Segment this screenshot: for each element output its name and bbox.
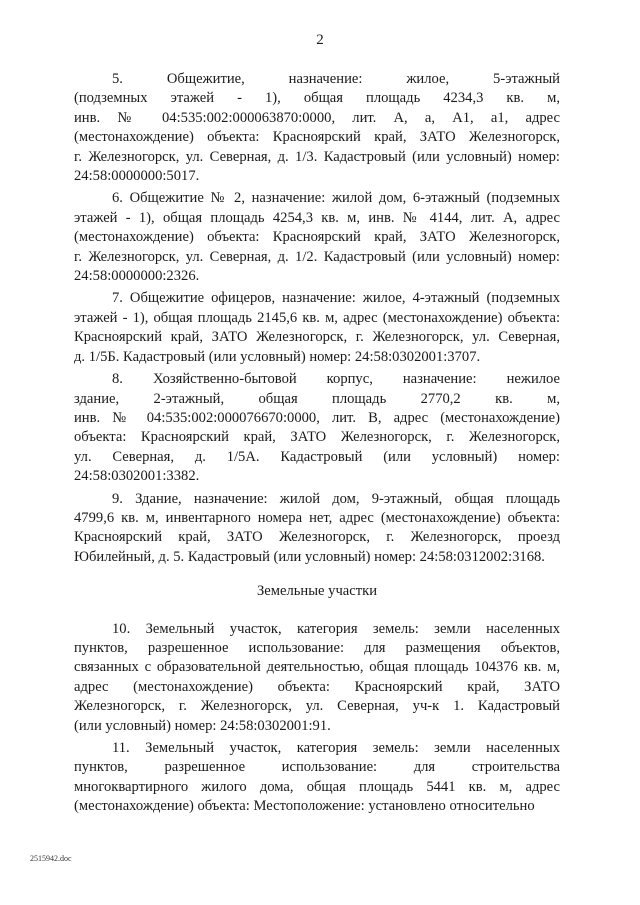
paragraph-line: пунктов, разрешенное использование: для размещения объектов, xyxy=(74,639,560,656)
paragraph-line: (или условный) номер: 24:58:0302001:91. xyxy=(74,717,331,734)
paragraph-line: 4799,6 кв. м, инвентарного номера нет, адрес (местонахождение) объекта: xyxy=(74,509,560,526)
paragraphs-top xyxy=(74,70,560,567)
paragraph-line: 10. Земельный участок, категория земель: земли населенных xyxy=(112,620,560,637)
paragraph xyxy=(74,370,560,486)
paragraph-line: этажей - 1), общая площадь 2145,6 кв. м, адрес (местонахождение) объекта: xyxy=(74,309,560,326)
paragraph-line: Железногорск, г. Железногорск, ул. Северная, уч-к 1. Кадастровый xyxy=(74,698,560,715)
paragraph xyxy=(74,70,560,186)
paragraph-line: 24:58:0000000:5017. xyxy=(74,168,200,185)
paragraph-line: инв. № 04:535:002:000076670:0000, лит. В, адрес (местонахождение) xyxy=(74,409,560,426)
paragraph-line: адрес (местонахождение) объекта: Красноярский край, ЗАТО xyxy=(74,678,560,695)
paragraph xyxy=(74,739,560,817)
page-number: 2 xyxy=(316,32,324,48)
paragraph-line: объекта: Красноярский край, ЗАТО Железногорск, г. Железногорск, xyxy=(74,429,560,446)
paragraph-line: 24:58:0000000:2326. xyxy=(74,268,200,285)
paragraph-line: 8. Хозяйственно-бытовой корпус, назначение: нежилое xyxy=(112,371,560,388)
paragraph xyxy=(74,289,560,367)
paragraph-line: Красноярский край, ЗАТО Железногорск, г. Железногорск, проезд xyxy=(74,529,560,546)
paragraph-line: 11. Земельный участок, категория земель: земли населенных xyxy=(112,740,560,756)
paragraph-line: (местонахождение) объекта: Красноярский край, ЗАТО Железногорск, xyxy=(74,129,560,146)
paragraph xyxy=(74,189,560,286)
paragraph-line: г. Железногорск, ул. Северная, д. 1/3. Кадастровый (или условный) номер: xyxy=(74,148,560,165)
paragraph-line: 24:58:0302001:3382. xyxy=(74,468,200,485)
paragraph-line: пунктов, разрешенное использование: для строительства xyxy=(74,759,560,776)
paragraph-line: инв. № 04:535:002:000063870:0000, лит. А, а, А1, а1, адрес xyxy=(74,109,560,126)
paragraph-line: 9. Здание, назначение: жилой дом, 9-этажный, общая площадь xyxy=(112,490,560,507)
paragraph xyxy=(74,620,560,736)
paragraph-line: связанных с образовательной деятельностью, общая площадь 104376 кв. м, xyxy=(74,659,560,676)
paragraphs-bottom xyxy=(74,620,560,817)
section-heading: Земельные участки xyxy=(256,583,378,600)
paragraph-line: многоквартирного жилого дома, общая площадь 5441 кв. м, адрес xyxy=(74,778,560,795)
paragraph-line: (местонахождение) объекта: Красноярский край, ЗАТО Железногорск, xyxy=(74,229,560,246)
paragraph-line: ул. Северная, д. 1/5А. Кадастровый (или условный) номер: xyxy=(74,448,560,465)
paragraph-line: г. Железногорск, ул. Северная, д. 1/2. Кадастровый (или условный) номер: xyxy=(74,248,560,265)
paragraph-line: здание, 2-этажный, общая площадь 2770,2 кв. м, xyxy=(74,390,560,407)
paragraph-line: Юбилейный, д. 5. Кадастровый (или условный) номер: 24:58:0312002:3168. xyxy=(74,548,545,565)
paragraph-line: (местонахождение) объекта: Местоположение: установлено относительно xyxy=(74,798,535,815)
paragraph-line: 6. Общежитие № 2, назначение: жилой дом, 6-этажный (подземных xyxy=(112,190,560,207)
document-body xyxy=(74,70,560,820)
paragraph-line: 5. Общежитие, назначение: жилое, 5-этажный xyxy=(112,71,560,87)
paragraph xyxy=(74,490,560,568)
footer-doc-id: 2515942.doc xyxy=(30,854,72,863)
paragraph-line: этажей - 1), общая площадь 4254,3 кв. м, инв. № 4144, лит. А, адрес xyxy=(74,209,560,226)
paragraph-line: д. 1/5Б. Кадастровый (или условный) номер: 24:58:0302001:3707. xyxy=(74,348,481,365)
paragraph-line: Красноярский край, ЗАТО Железногорск, г. Железногорск, ул. Северная, xyxy=(74,329,560,346)
paragraph-line: (подземных этажей - 1), общая площадь 4234,3 кв. м, xyxy=(74,90,560,107)
paragraph-line: 7. Общежитие офицеров, назначение: жилое, 4-этажный (подземных xyxy=(112,290,560,307)
